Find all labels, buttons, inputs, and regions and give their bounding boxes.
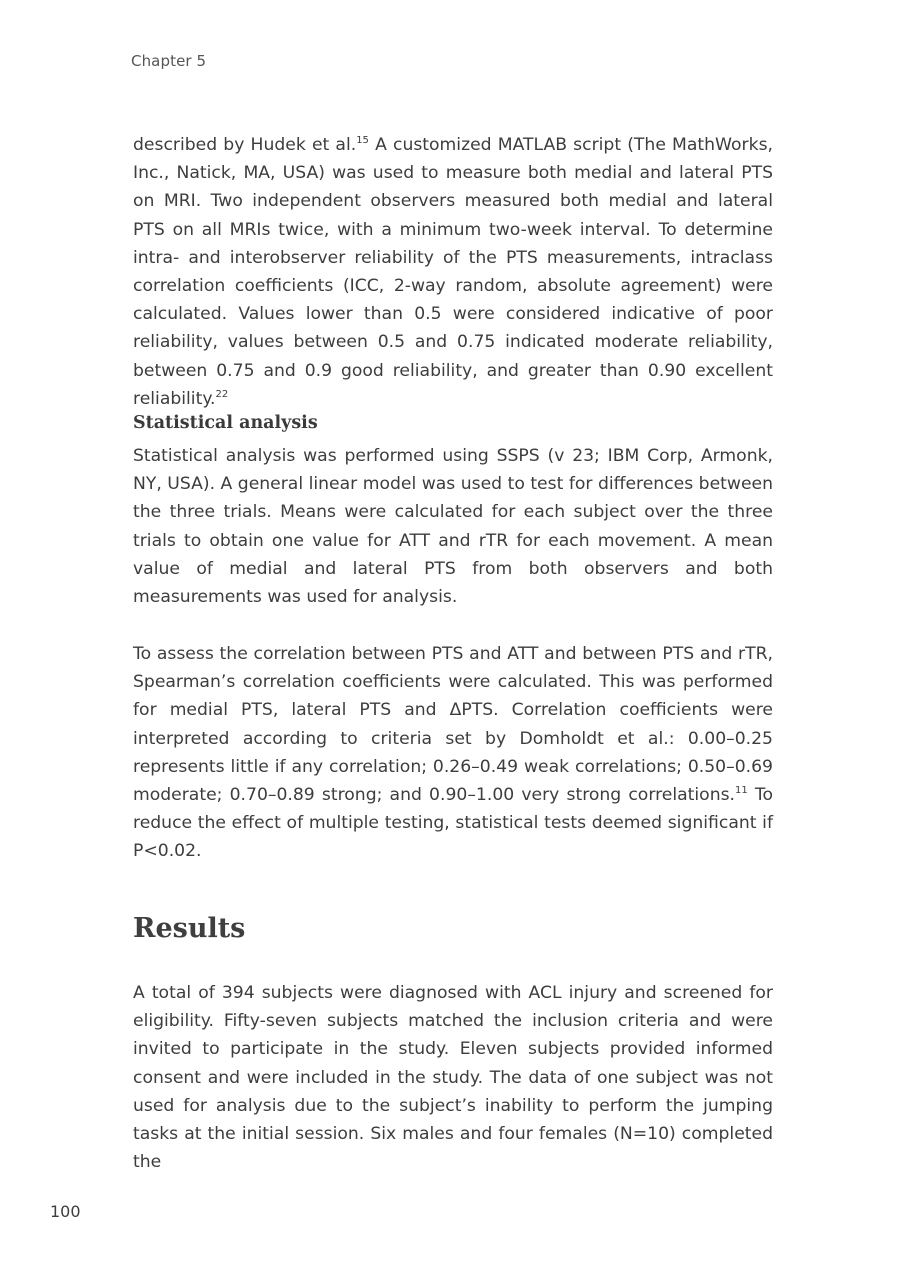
citation-superscript: 11 xyxy=(735,785,748,797)
citation-superscript: 15 xyxy=(356,135,369,146)
methods-paragraph-reliability xyxy=(133,131,773,413)
paragraph-text: A total of 394 subjects were diagnosed with ACL injury and screened for eligibility. Fifty-seven subjects matched the inclusion criteria and were invited to participate in the study. Eleven subjects provided informed consent and were included in the study. The data of one subject was not used for analysis due to the subject’s inability to perform the jumping tasks at the initial session. Six males and four females (N=10) completed the xyxy=(133,983,773,1173)
methods-paragraph-correlation xyxy=(133,640,773,866)
section-heading-results: Results xyxy=(133,913,246,944)
paragraph-text xyxy=(133,131,773,413)
paragraph-text-segment: To assess the correlation between PTS and ATT and between PTS and rTR, Spearman’s correlation coefficients were calculated. This was performed for medial PTS, lateral PTS and ΔPTS. Correlation coefficients were interpreted according to criteria set by Domholdt et al.: 0.00–0.25 represents little if any correlation; 0.26–0.49 weak correlations; 0.50–0.69 moderate; 0.70–0.89 strong; and 0.90–1.00 very strong correlations. xyxy=(133,644,773,806)
paragraph-text-segment: To reduce the effect of multiple testing, statistical tests deemed significant if P<0.02. xyxy=(133,785,774,862)
paragraph-text xyxy=(133,640,773,866)
methods-paragraph-statistics xyxy=(133,442,773,611)
page-number: 100 xyxy=(50,1202,81,1221)
citation-superscript: 22 xyxy=(215,388,229,400)
results-paragraph xyxy=(133,979,773,1176)
section-heading-statistical-analysis: Statistical analysis xyxy=(133,413,318,433)
paragraph-text-segment: described by Hudek et al. xyxy=(133,135,357,155)
paragraph-text: Statistical analysis was performed using SSPS (v 23; IBM Corp, Armonk, NY, USA). A general linear model was used to test for differences between the three trials. Means were calculated for each subject over the three trials to obtain one value for ATT and rTR for each movement. A mean value of medial and lateral PTS from both observers and both measurements was used for analysis. xyxy=(133,446,773,608)
paragraph-text-segment: A customized MATLAB script (The MathWorks, Inc., Natick, MA, USA) was used to measure both medial and lateral PTS on MRI. Two independent observers measured both medial and lateral PTS on all MRIs twice, with a minimum two-week interval. To determine intra- and interobserver reliability of the PTS measurements, intraclass correlation coefficients (ICC, 2-way random, absolute agreement) were calculated. Values lower than 0.5 were considered indicative of poor reliability, values between 0.5 and 0.75 indicated moderate reliability, between 0.75 and 0.9 good reliability, and greater than 0.90 excellent reliability. xyxy=(133,135,773,409)
running-head: Chapter 5 xyxy=(131,52,207,70)
